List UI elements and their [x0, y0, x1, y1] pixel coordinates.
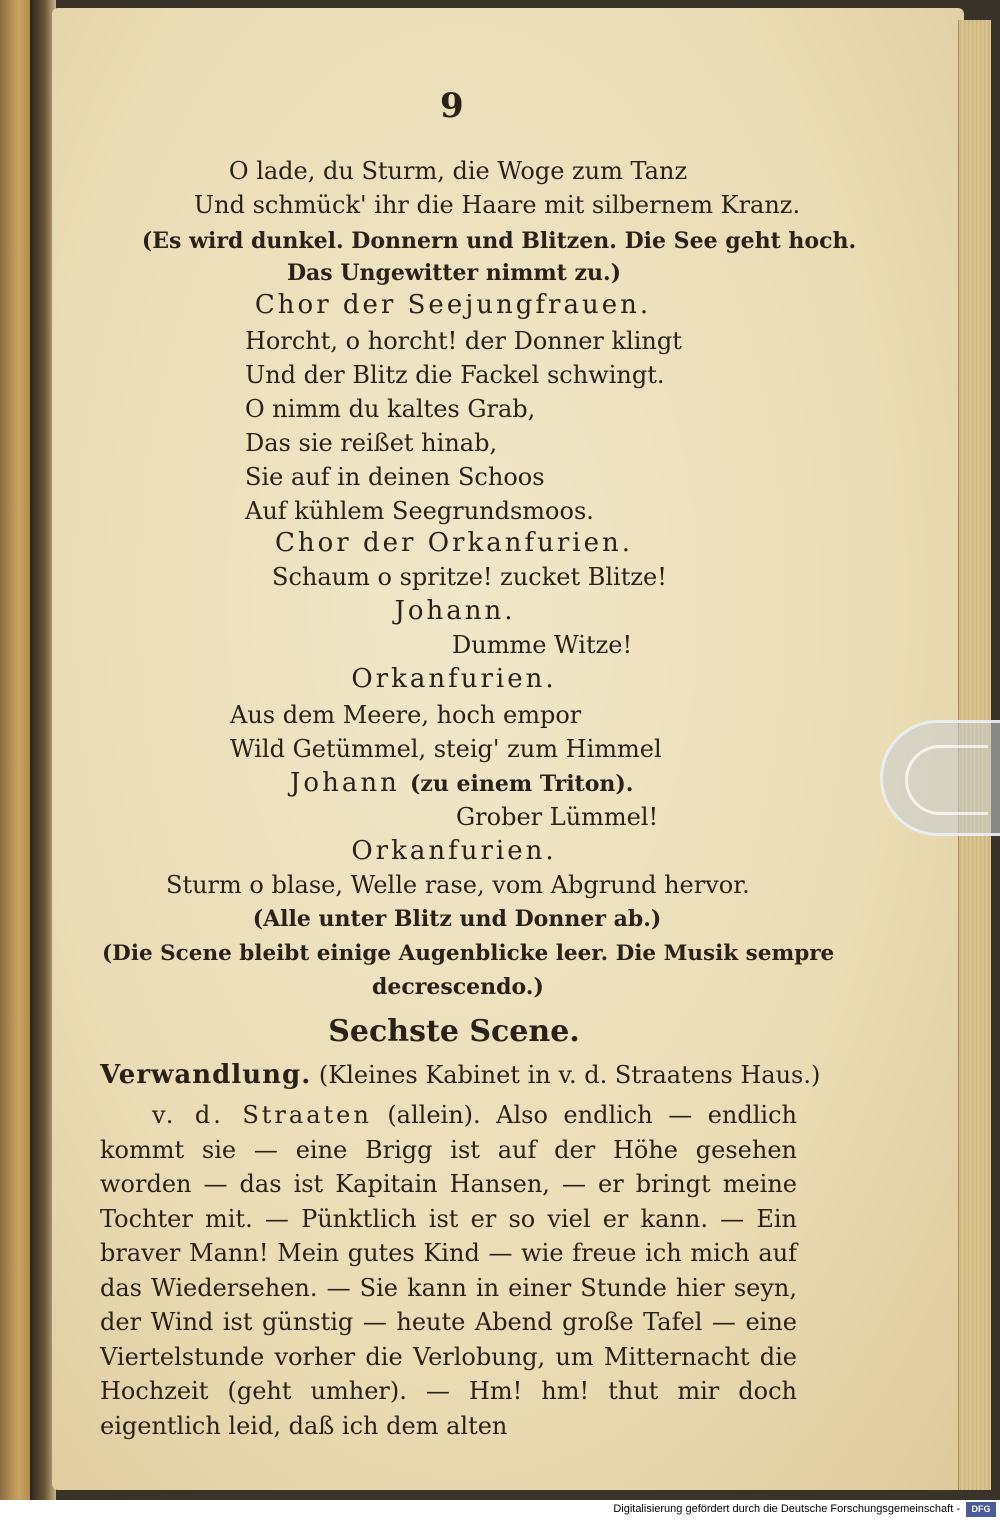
- verse-line: Sie auf in deinen Schoos: [245, 463, 545, 491]
- stage-direction: (zu einem Triton).: [410, 771, 634, 797]
- speaker-heading: Johann: [290, 768, 400, 798]
- scene-heading: Sechste Scene.: [328, 1014, 580, 1049]
- verse-line: Grober Lümmel!: [456, 803, 659, 831]
- footer-credit: Digitalisierung gefördert durch die Deutsche Forschungsgemeinschaft -: [613, 1503, 960, 1515]
- verse-line: Auf kühlem Seegrundsmoos.: [245, 497, 594, 525]
- verse-line: Und schmück' ihr die Haare mit silbernem Kranz.: [193, 191, 801, 219]
- stage-direction: (Alle unter Blitz und Donner ab.): [252, 906, 662, 932]
- prose-paragraph: [100, 1098, 797, 1443]
- verse-line: Schaum o spritze! zucket Blitze!: [272, 563, 667, 591]
- verse-line: Das sie reißet hinab,: [245, 429, 498, 457]
- prose-speaker: v. d. Straaten: [152, 1101, 372, 1129]
- speaker-heading: Johann.: [394, 596, 516, 626]
- scene-change: [100, 1060, 820, 1090]
- verwandlung-text: (Kleines Kabinet in v. d. Straatens Haus.): [318, 1061, 821, 1089]
- dfg-logo: DFG: [966, 1502, 996, 1517]
- stage-direction: (Es wird dunkel. Donnern und Blitzen. Die See geht hoch.: [141, 228, 857, 254]
- prose-text: (allein). Also endlich — endlich kommt sie — eine Brigg ist auf der Höhe gesehen worden — das ist Kapitain Hansen, — er bringt meine Tochter mit. — Pünktlich ist er so viel er kann. — Ein braver Mann! Mein gutes Kind — wie freue ich mich auf das Wiedersehen. — Sie kann in einer Stunde hier seyn, der Wind ist günstig — heute Abend große Tafel — eine Viertelstunde vorher die Verlobung, um Mitternacht die Hochzeit (geht umher). — Hm! hm! thut mir doch eigentlich leid, daß ich dem alten: [100, 1101, 797, 1440]
- verwandlung-label: Verwandlung.: [100, 1060, 312, 1090]
- verse-line: Und der Blitz die Fackel schwingt.: [245, 361, 665, 389]
- verse-line: Dumme Witze!: [452, 631, 633, 659]
- stage-direction: (Die Scene bleibt einige Augenblicke leer. Die Musik sempre: [102, 941, 835, 966]
- speaker-heading: Orkanfurien.: [351, 836, 557, 866]
- verse-line: Aus dem Meere, hoch empor: [230, 701, 582, 729]
- stage-direction: decrescendo.): [372, 974, 544, 1000]
- verse-line: O nimm du kaltes Grab,: [245, 395, 536, 423]
- page-clip-icon: [880, 720, 1000, 836]
- left-page-edge: [0, 0, 34, 1500]
- verse-line: Sturm o blase, Welle rase, vom Abgrund hervor.: [166, 871, 750, 899]
- page-clip-inner: [905, 745, 988, 815]
- page-number: 9: [440, 86, 464, 126]
- verse-line: Horcht, o horcht! der Donner klingt: [245, 327, 682, 355]
- footer-bar: [0, 1500, 1000, 1521]
- speaker-heading: Chor der Seejungfrauen.: [254, 290, 652, 320]
- speaker-heading: Chor der Orkanfurien.: [275, 528, 633, 558]
- verse-line: O lade, du Sturm, die Woge zum Tanz: [228, 157, 688, 185]
- verse-line: Wild Getümmel, steig' zum Himmel: [230, 735, 662, 763]
- stage-direction: Das Ungewitter nimmt zu.): [286, 260, 622, 286]
- speaker-heading: Orkanfurien.: [351, 664, 557, 694]
